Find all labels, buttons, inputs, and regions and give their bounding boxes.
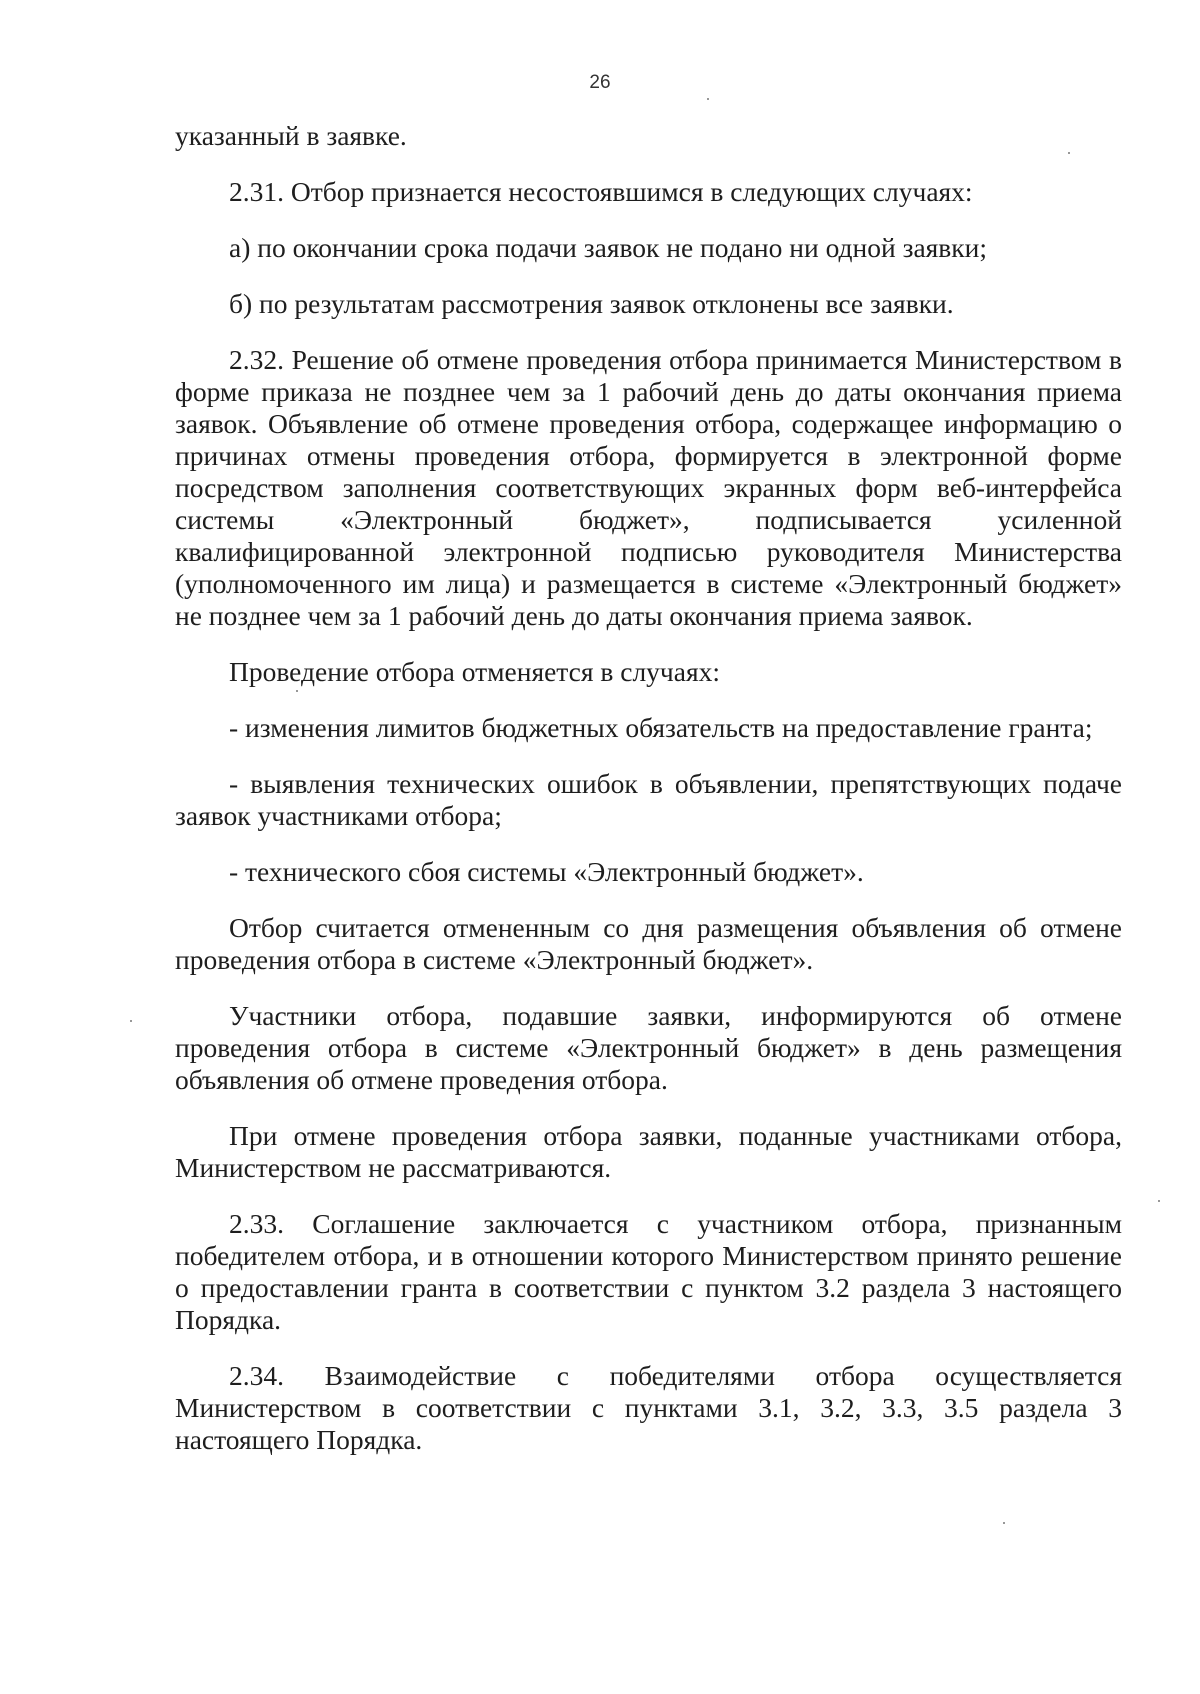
paragraph-2-31: 2.31. Отбор признается несостоявшимся в следующих случаях: bbox=[229, 176, 973, 207]
scan-speck bbox=[296, 690, 298, 692]
scan-speck bbox=[1068, 152, 1070, 154]
paragraph-not-considered: При отмене проведения отбора заявки, поданные участниками отбора, Министерством не рассматриваются. bbox=[175, 1120, 1122, 1183]
paragraph-continuation: указанный в заявке. bbox=[175, 120, 407, 151]
paragraph-2-31-b: б) по результатам рассмотрения заявок отклонены все заявки. bbox=[229, 288, 954, 319]
paragraph-cancelled-date: Отбор считается отмененным со дня размещения объявления об отмене проведения отбора в системе «Электронный бюджет». bbox=[175, 912, 1122, 975]
paragraph-2-33: 2.33. Соглашение заключается с участником отбора, признанным победителем отбора, и в отношении которого Министерством принято решение о предоставлении гранта в соответствии с пунктом 3.2 раздела 3 настоящего Порядка. bbox=[175, 1208, 1122, 1335]
scan-speck bbox=[1158, 1200, 1160, 1202]
page-number: 26 bbox=[589, 72, 611, 93]
scan-speck bbox=[707, 98, 709, 100]
paragraph-participants-informed: Участники отбора, подавшие заявки, информируются об отмене проведения отбора в системе «Электронный бюджет» в день размещения объявления об отмене проведения отбора. bbox=[175, 1000, 1122, 1095]
paragraph-cancellation-cases: Проведение отбора отменяется в случаях: bbox=[229, 656, 720, 687]
list-item-errors: - выявления технических ошибок в объявлении, препятствующих подаче заявок участниками отбора; bbox=[175, 768, 1122, 831]
scan-speck bbox=[130, 1020, 132, 1022]
list-item-limits: - изменения лимитов бюджетных обязательств на предоставление гранта; bbox=[229, 712, 1093, 743]
list-item-failure: - технического сбоя системы «Электронный бюджет». bbox=[229, 856, 864, 887]
scan-speck bbox=[1003, 1522, 1005, 1524]
paragraph-2-32: 2.32. Решение об отмене проведения отбора принимается Министерством в форме приказа не позднее чем за 1 рабочий день до даты окончания приема заявок. Объявление об отмене проведения отбора, содержащее информацию о причинах отмены проведения отбора, формируется в электронной форме посредством заполнения соответствующих экранных форм веб-интерфейса системы «Электронный бюджет», подписывается усиленной квалифицированной электронной подписью руководителя Министерства (уполномоченного им лица) и размещается в системе «Электронный бюджет» не позднее чем за 1 рабочий день до даты окончания приема заявок. bbox=[175, 344, 1122, 631]
paragraph-2-34: 2.34. Взаимодействие с победителями отбора осуществляется Министерством в соответствии с пунктами 3.1, 3.2, 3.3, 3.5 раздела 3 настоящего Порядка. bbox=[175, 1360, 1122, 1455]
paragraph-2-31-a: а) по окончании срока подачи заявок не подано ни одной заявки; bbox=[229, 232, 987, 263]
document-body bbox=[175, 120, 1122, 1480]
